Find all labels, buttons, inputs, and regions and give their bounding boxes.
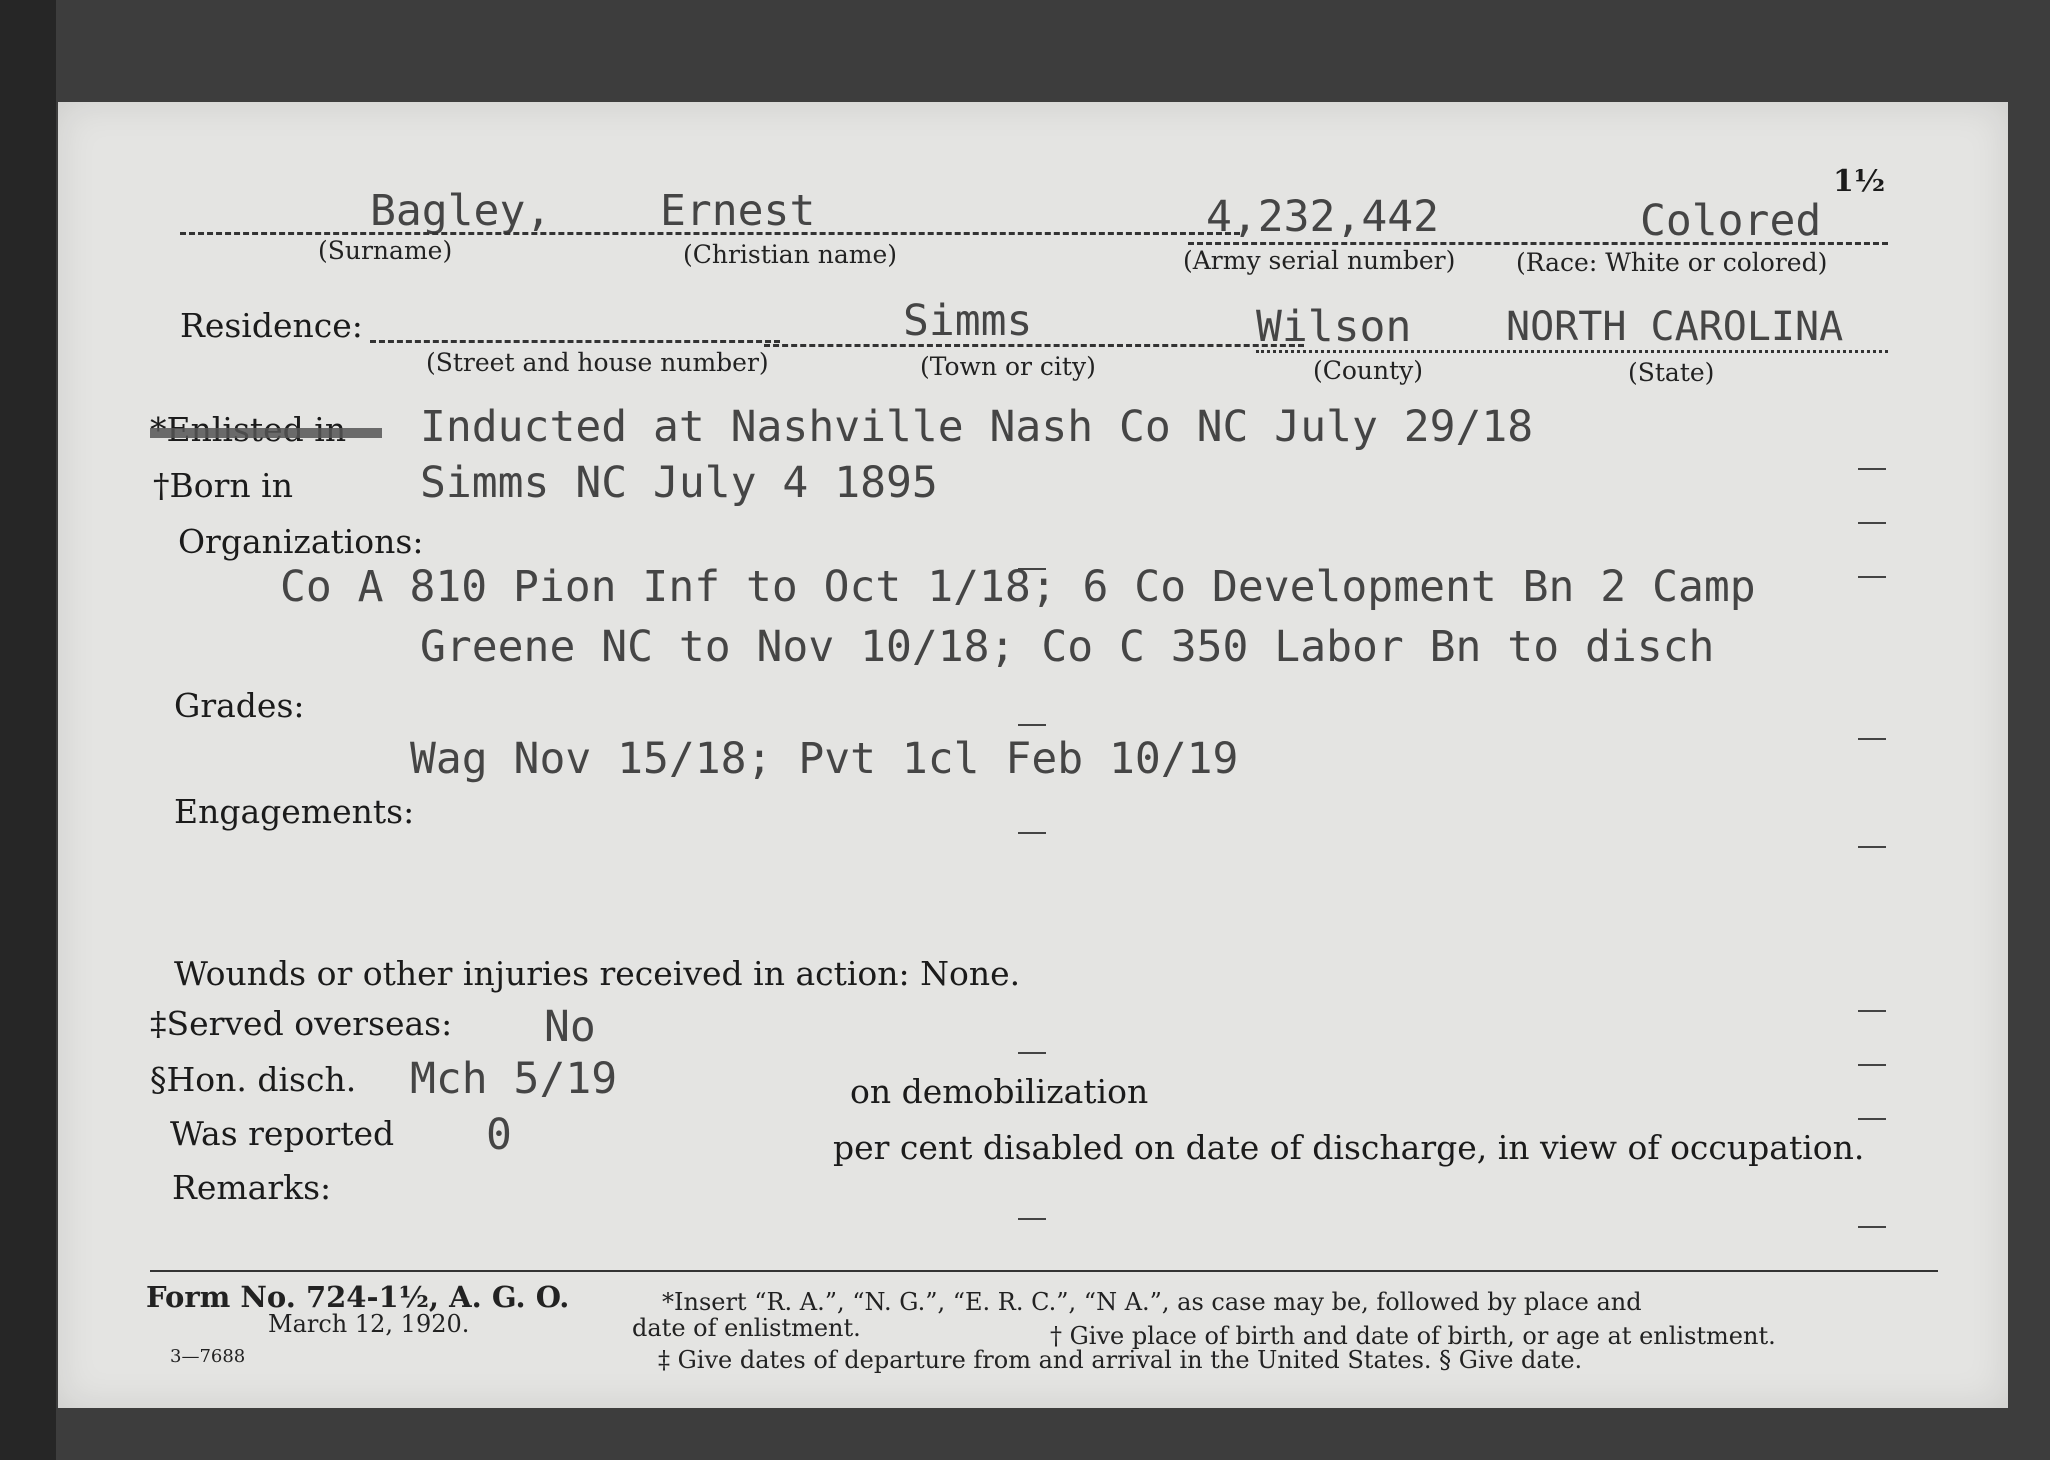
state-label: (State) <box>1628 358 1715 387</box>
margin-tick <box>1858 1226 1886 1228</box>
enlisted-value: Inducted at Nashville Nash Co NC July 29/18 <box>420 402 1534 452</box>
header-dotted-line-right <box>1188 242 1888 245</box>
county-value: Wilson <box>1256 302 1412 352</box>
county-label: (County) <box>1313 356 1424 385</box>
served-overseas-value: No <box>544 1002 596 1052</box>
margin-tick <box>1858 576 1886 578</box>
state-value: NORTH CAROLINA <box>1506 304 1844 350</box>
margin-tick <box>1858 522 1886 524</box>
form-date: March 12, 1920. <box>268 1310 470 1338</box>
christian-name-label: (Christian name) <box>683 240 898 269</box>
remarks-label: Remarks: <box>172 1168 332 1207</box>
born-value: Simms NC July 4 1895 <box>420 458 938 508</box>
reported-value: 0 <box>486 1110 512 1160</box>
born-label: †Born in <box>153 466 293 505</box>
footnote-3: ‡ Give dates of departure from and arrival in the United States. § Give date. <box>658 1346 1583 1374</box>
christian-name-value: Ernest <box>660 186 816 236</box>
disabled-text: per cent disabled on date of discharge, in view of occupation. <box>833 1128 1865 1167</box>
footnote-1: *Insert “R. A.”, “N. G.”, “E. R. C.”, “N A.”, as case may be, followed by place and <box>662 1288 1642 1316</box>
surname-label: (Surname) <box>318 236 453 265</box>
form-code: 3—7688 <box>170 1346 246 1367</box>
organizations-line-1: Co A 810 Pion Inf to Oct 1/18; 6 Co Development Bn 2 Camp <box>280 562 1756 612</box>
town-dotted-line <box>764 344 1304 347</box>
margin-tick <box>1858 846 1886 848</box>
wounds-text: Wounds or other injuries received in action: None. <box>174 954 1021 993</box>
grades-value: Wag Nov 15/18; Pvt 1cl Feb 10/19 <box>410 734 1239 784</box>
town-value: Simms <box>903 296 1033 346</box>
margin-tick <box>1858 1010 1886 1012</box>
race-label: (Race: White or colored) <box>1516 248 1828 277</box>
footnote-2a: date of enlistment. <box>632 1314 861 1342</box>
header-dotted-line <box>180 232 1240 235</box>
scan-edge <box>0 0 56 1460</box>
town-label: (Town or city) <box>920 352 1096 381</box>
serial-number-value: 4,232,442 <box>1206 192 1439 242</box>
margin-tick <box>1858 468 1886 470</box>
street-label: (Street and house number) <box>426 348 769 377</box>
center-tick <box>1018 1218 1046 1220</box>
center-tick <box>1018 1052 1046 1054</box>
form-number: Form No. 724-1½, A. G. O. <box>146 1280 570 1314</box>
corner-fraction: 1½ <box>1833 164 1886 199</box>
footer-rule <box>150 1270 1938 1272</box>
center-tick <box>1018 832 1046 834</box>
strikethrough-mark <box>150 428 382 438</box>
street-dotted-line <box>370 340 780 343</box>
serial-number-label: (Army serial number) <box>1183 246 1456 275</box>
discharge-note: on demobilization <box>850 1072 1149 1111</box>
margin-tick <box>1858 1118 1886 1120</box>
reported-label: Was reported <box>170 1114 395 1153</box>
record-card <box>58 102 2008 1408</box>
residence-label: Residence: <box>180 306 363 345</box>
served-overseas-label: ‡Served overseas: <box>150 1004 453 1043</box>
footnote-2b: † Give place of birth and date of birth, or age at enlistment. <box>1050 1322 1776 1350</box>
county-state-dotted-line <box>1256 350 1888 353</box>
discharge-label: §Hon. disch. <box>150 1060 357 1099</box>
organizations-line-2: Greene NC to Nov 10/18; Co C 350 Labor Bn to disch <box>420 622 1715 672</box>
surname-value: Bagley, <box>370 186 552 236</box>
organizations-label: Organizations: <box>178 522 424 561</box>
discharge-value: Mch 5/19 <box>410 1054 618 1104</box>
margin-tick <box>1858 1064 1886 1066</box>
margin-tick <box>1858 738 1886 740</box>
center-tick <box>1018 724 1046 726</box>
engagements-label: Engagements: <box>174 792 415 831</box>
race-value: Colored <box>1640 196 1822 246</box>
center-tick <box>1018 568 1046 570</box>
grades-label: Grades: <box>174 686 305 725</box>
